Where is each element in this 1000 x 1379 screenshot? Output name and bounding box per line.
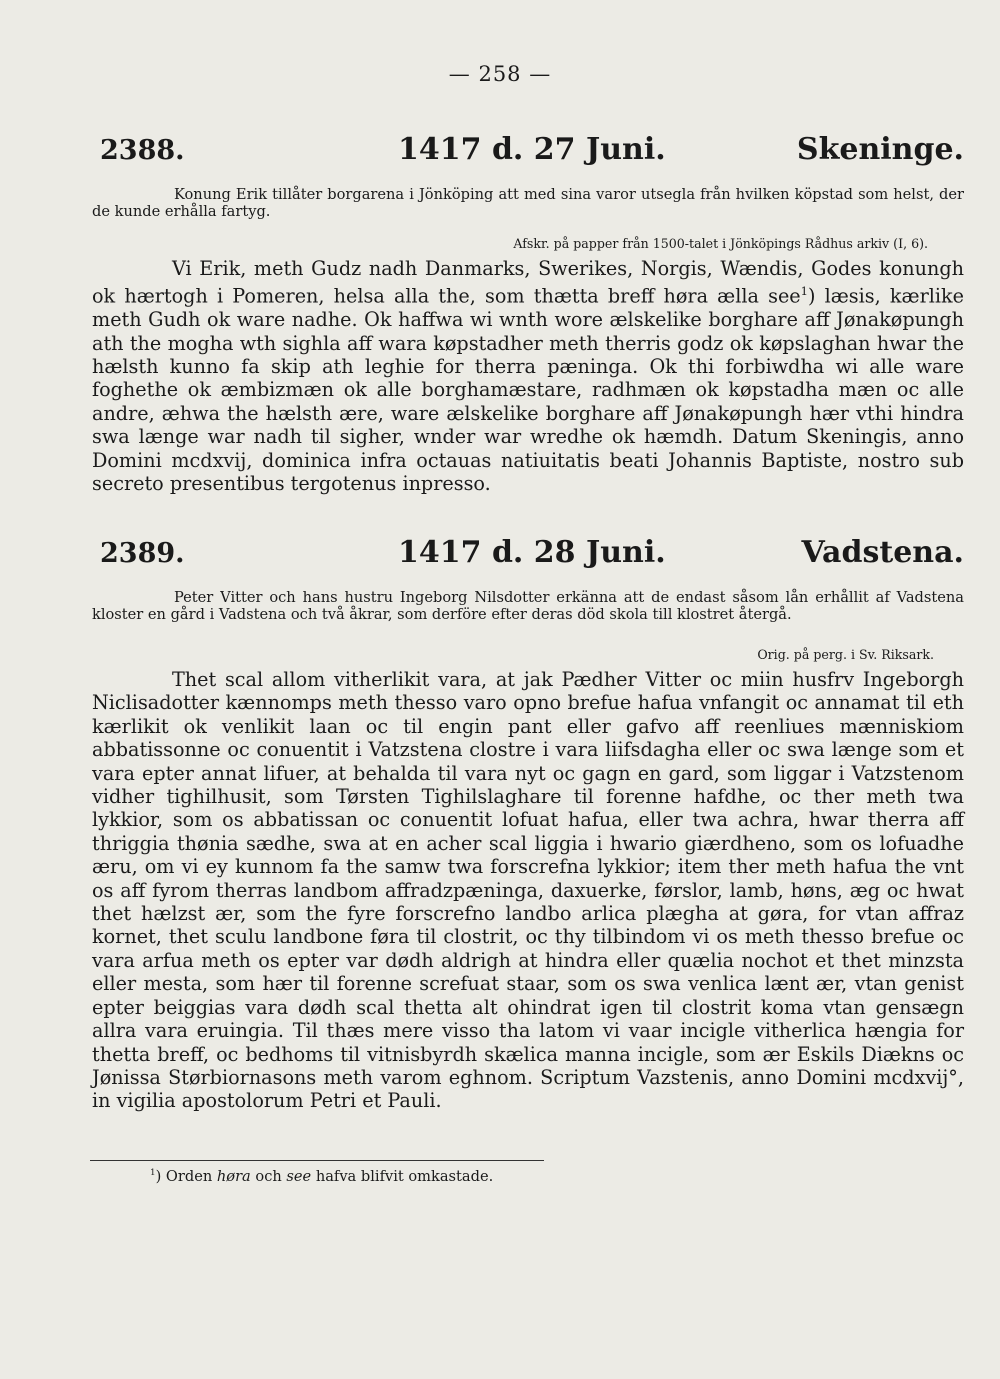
footnote-ref: 1 (800, 284, 808, 299)
entry-place: Skeninge. (796, 132, 964, 167)
entry-2388 (92, 132, 964, 495)
entry-text-part-2: ) læsis, kærlike meth Gudh ok ware nadhe. Ok haffwa wi wnth wore ælskelike borghare aff Jønakøpungh ath the mogha wth sighla aff wara køpstadher meth therris godz ok køpslaghan hwar the hælsth kunno fa skip ath leghie for therra pæninga. Ok thi forbiwdha wi alle ware foghethe ok æmbizmæn ok alle borghamæstare, radhmæn ok køpstadha mæn oc alle andre, æhwa the hælsth ære, ware ælskelike borghare aff Jønakøpungh hær vthi hindra swa længe war nadh til sigher, wnder war wredhe ok hæmdh. Datum Skeningis, anno Domini mcdxvij, dominica infra octauas natiuitatis beati Johannis Baptiste, nostro sub secreto presentibus tergotenus inpresso. (92, 284, 964, 496)
page-number: — 258 — (448, 62, 552, 86)
entry-summary: Konung Erik tillåter borgarena i Jönköping att med sina varor utsegla från hvilken köpstad som helst, der de kunde erhålla fartyg. (92, 186, 964, 220)
footnote (150, 1168, 493, 1185)
entry-date: 1417 d. 28 Juni. (398, 535, 666, 570)
footnote-middle: och (255, 1168, 282, 1185)
entry-text (92, 257, 964, 495)
footnote-mark: 1 (150, 1168, 156, 1179)
footnote-word-2: see (286, 1168, 312, 1185)
entry-heading (92, 535, 964, 585)
entry-number: 2388. (100, 135, 185, 166)
entry-2389 (92, 535, 964, 1113)
entry-place: Vadstena. (801, 535, 964, 570)
entry-text-part-1: Vi Erik, meth Gudz nadh Danmarks, Swerikes, Norgis, Wændis, Godes konungh ok hærtogh i Pomeren, helsa alla the, som thætta breff høra ælla see (92, 257, 964, 308)
entry-text: Thet scal allom vitherlikit vara, at jak Pædher Vitter oc miin husfrv Ingeborgh Niclisadotter kænnomps meth thesso varo opno brefue hafua vnfangit oc annamat til eth kærlikit ok venlikit laan oc til engin pant eller gafvo aff reenliues mænniskiom abbatissonne oc conuentit i Vatzstena clostre i vara liifsdagha eller oc swa længe som et vara epter annat lifuer, at behalda til vara nyt oc gagn en gard, som liggar i Vatzstenom vidher tighilhusit, som Tørsten Tighilslaghare til forenne hafdhe, oc ther meth twa lykkior, som os abbatissan oc conuentit lofuat hafua, eller twa achra, hwar therra aff thriggia thønia sædhe, swa at en acher scal liggia i hwario giærdheno, som os lofuadhe æru, om vi ey kunnom fa the samw twa forscrefna lykkior; item ther meth hafua the vnt os aff fyrom therras landbom affradzpæninga, daxuerke, førslor, lamb, høns, æg oc hwat thet hælzst ær, som the fyre forscrefno landbo arlica plægha at gøra, for vtan affraz kornet, thet sculu landbone føra til clostrit, oc thy tilbindom vi os meth thesso brefue oc vara arfua meth os epter var dødh aldrigh at hindra eller quælia nochot et thet minzsta eller mesta, som hær til forenne screfuat staar, som os swa venlica lænt ær, vtan genist epter beiggias vara dødh scal thetta alt ohindrat igen til clostrit koma vtan gensægn allra vara eruingia. Til thæs mere visso tha latom vi vaar incigle vitherlica hængia for thetta breff, oc bedhoms til vitnisbyrdh skælica manna incigle, som ær Eskils Diækns oc Jønissa Størbiornasons meth varom eghnom. Scriptum Vazstenis, anno Domini mcdxvij°, in vigilia apostolorum Petri et Pauli. (92, 668, 964, 1113)
entry-date: 1417 d. 27 Juni. (398, 132, 666, 167)
footnote-divider (90, 1160, 544, 1161)
footnote-prefix: Orden (165, 1168, 213, 1185)
entry-summary: Peter Vitter och hans hustru Ingeborg Nilsdotter erkänna att de endast såsom lån erhållit af Vadstena kloster en gård i Vadstena och två åkrar, som derföre efter deras död skola till klostret återgå. (92, 589, 964, 623)
entry-number: 2389. (100, 538, 185, 569)
entry-source: Afskr. på papper från 1500-talet i Jönköpings Rådhus arkiv (I, 6). (513, 236, 928, 251)
footnote-paren: ) (155, 1168, 162, 1185)
footnote-word-1: høra (216, 1168, 251, 1185)
entry-source: Orig. på perg. i Sv. Riksark. (757, 647, 934, 662)
entry-heading (92, 132, 964, 182)
footnote-suffix: hafva blifvit omkastade. (315, 1168, 494, 1185)
